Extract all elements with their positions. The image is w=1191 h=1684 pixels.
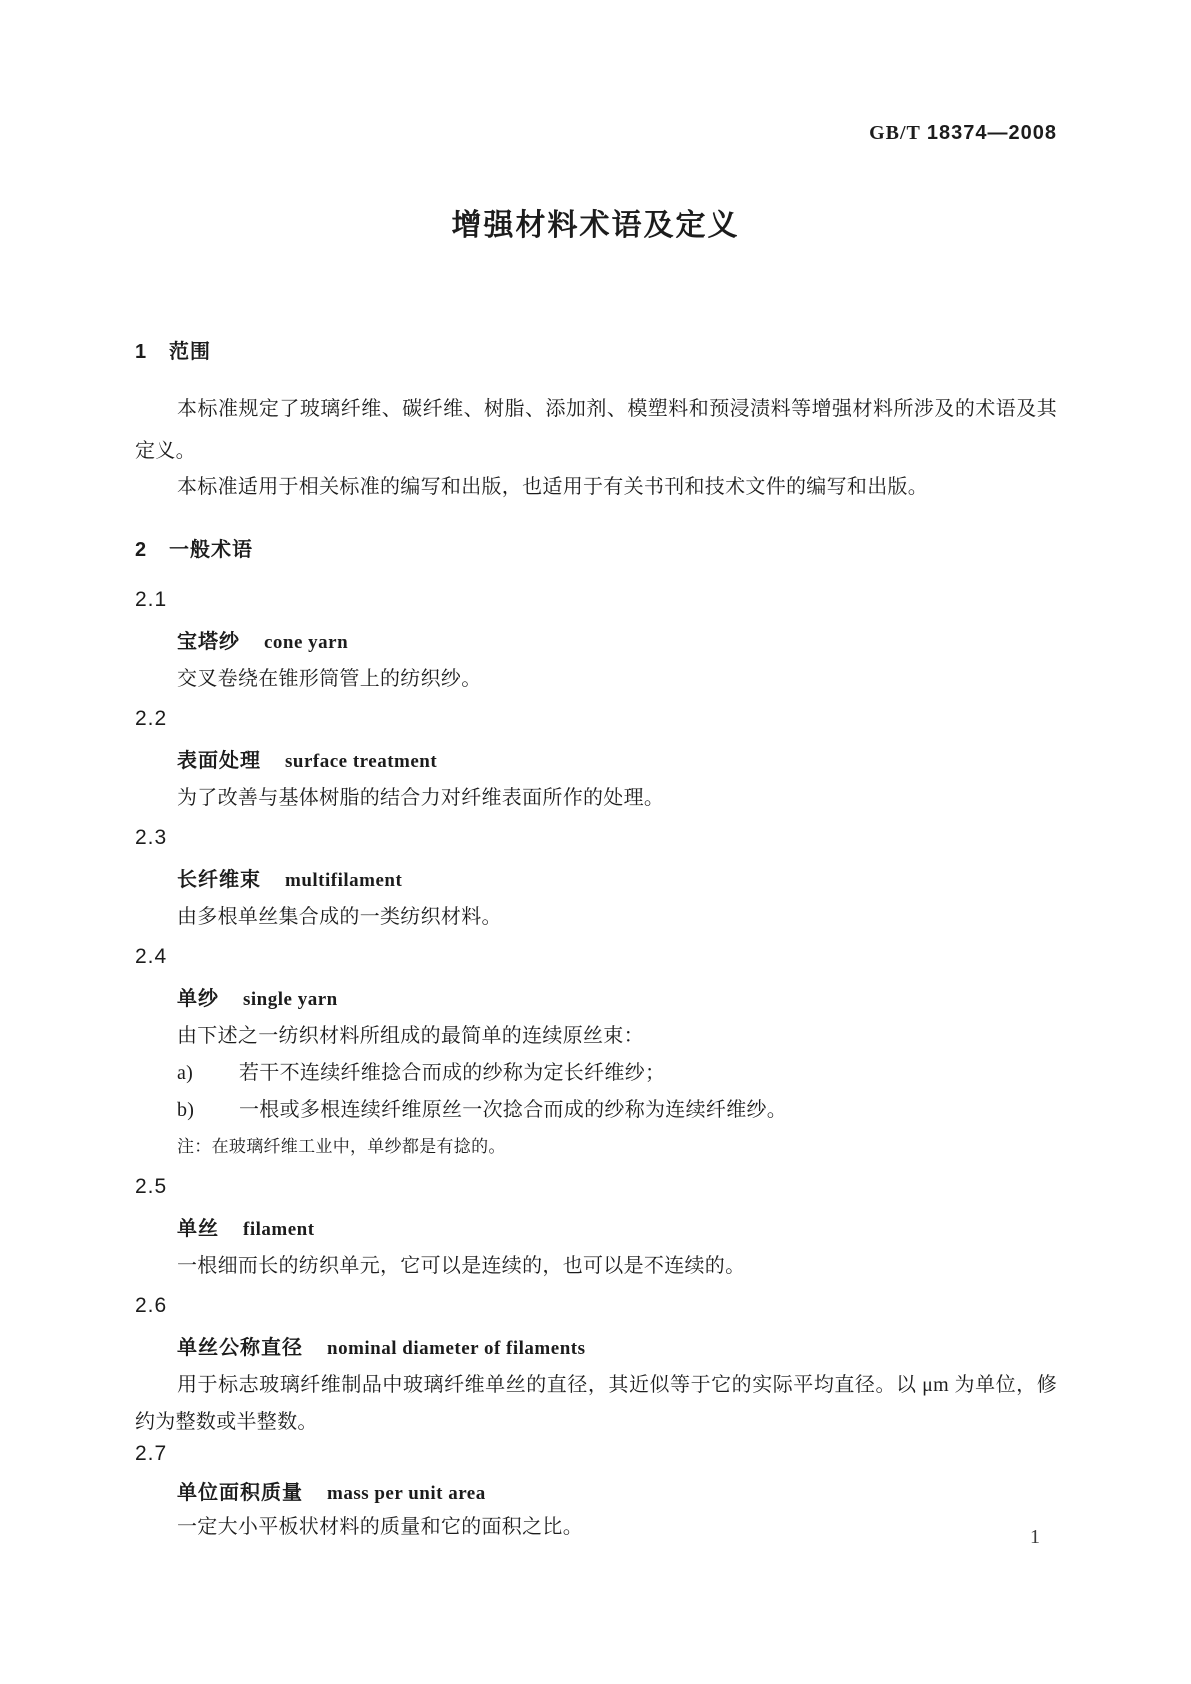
section-2-title: 一般术语 <box>169 539 253 561</box>
list-item-a-marker: a) <box>177 1062 194 1084</box>
term-2-2-number: 2.2 <box>135 707 168 730</box>
term-2-6-definition-line-1: 用于标志玻璃纤维制品中玻璃纤维单丝的直径，其近似等于它的实际平均直径。以 μm 为单位，修 <box>177 1374 1057 1396</box>
term-2-6-number: 2.6 <box>135 1294 168 1317</box>
term-2-3-number: 2.3 <box>135 826 168 849</box>
term-2-1-name <box>177 625 348 654</box>
section-1-title: 范围 <box>169 341 211 363</box>
term-2-2-name <box>177 744 437 773</box>
term-2-3-name-en: multifilament <box>285 870 403 891</box>
term-2-7-number: 2.7 <box>135 1442 168 1465</box>
term-2-7-definition: 一定大小平板状材料的质量和它的面积之比。 <box>177 1516 583 1538</box>
term-2-6-name-en: nominal diameter of filaments <box>327 1338 586 1359</box>
list-item-b-marker: b) <box>177 1099 195 1121</box>
document-title: 增强材料术语及定义 <box>451 209 740 242</box>
section-2-number: 2 <box>135 539 148 561</box>
term-2-7-name-en: mass per unit area <box>327 1483 486 1504</box>
term-2-4-list-item-a <box>177 1056 665 1085</box>
term-2-7-name <box>177 1476 486 1505</box>
scope-paragraph-2: 本标准适用于相关标准的编写和出版，也适用于有关书刊和技术文件的编写和出版。 <box>177 476 929 498</box>
term-2-3-name <box>177 863 402 892</box>
list-item-a-text: 若干不连续纤维捻合而成的纱称为定长纤维纱； <box>239 1062 666 1084</box>
scope-paragraph-1-line-2: 定义。 <box>135 440 196 462</box>
term-2-5-name-zh: 单丝 <box>177 1218 219 1240</box>
term-2-2-name-en: surface treatment <box>285 751 438 772</box>
term-2-4-list-item-b <box>177 1093 787 1122</box>
term-2-4-note: 注：在玻璃纤维工业中，单纱都是有捻的。 <box>177 1137 506 1156</box>
list-item-b-text: 一根或多根连续纤维原丝一次捻合而成的纱称为连续纤维纱。 <box>239 1099 788 1121</box>
term-2-2-name-zh: 表面处理 <box>177 750 261 772</box>
scope-paragraph-1-line-1: 本标准规定了玻璃纤维、碳纤维、树脂、添加剂、模塑料和预浸渍料等增强材料所涉及的术语及其 <box>177 398 1057 420</box>
section-1-number: 1 <box>135 341 148 363</box>
standard-code-number: 18374—2008 <box>926 122 1057 144</box>
term-2-5-name-en: filament <box>243 1219 315 1240</box>
term-2-1-name-zh: 宝塔纱 <box>177 631 240 653</box>
term-2-1-definition: 交叉卷绕在锥形筒管上的纺织纱。 <box>177 668 482 690</box>
term-2-4-number: 2.4 <box>135 945 168 968</box>
term-2-4-name-zh: 单纱 <box>177 988 219 1010</box>
term-2-5-definition: 一根细而长的纺织单元，它可以是连续的，也可以是不连续的。 <box>177 1255 746 1277</box>
term-2-6-name <box>177 1331 586 1360</box>
term-2-5-name <box>177 1212 315 1241</box>
term-2-7-name-zh: 单位面积质量 <box>177 1482 303 1504</box>
term-2-1-name-en: cone yarn <box>264 632 349 653</box>
term-2-4-name <box>177 982 338 1011</box>
term-2-6-definition-line-2: 约为整数或半整数。 <box>135 1411 318 1433</box>
term-2-3-definition: 由多根单丝集合成的一类纺织材料。 <box>177 906 502 928</box>
term-2-3-name-zh: 长纤维束 <box>177 869 261 891</box>
standard-code <box>869 122 1057 145</box>
section-1-heading <box>135 335 211 364</box>
term-2-4-definition: 由下述之一纺织材料所组成的最简单的连续原丝束： <box>177 1025 644 1047</box>
page-number: 1 <box>1030 1526 1040 1548</box>
term-2-2-definition: 为了改善与基体树脂的结合力对纤维表面所作的处理。 <box>177 787 665 809</box>
term-2-4-name-en: single yarn <box>243 989 338 1010</box>
term-2-6-name-zh: 单丝公称直径 <box>177 1337 303 1359</box>
section-2-heading <box>135 533 253 562</box>
standard-code-prefix: GB/T <box>869 122 921 144</box>
term-2-1-number: 2.1 <box>135 588 168 611</box>
term-2-5-number: 2.5 <box>135 1175 168 1198</box>
